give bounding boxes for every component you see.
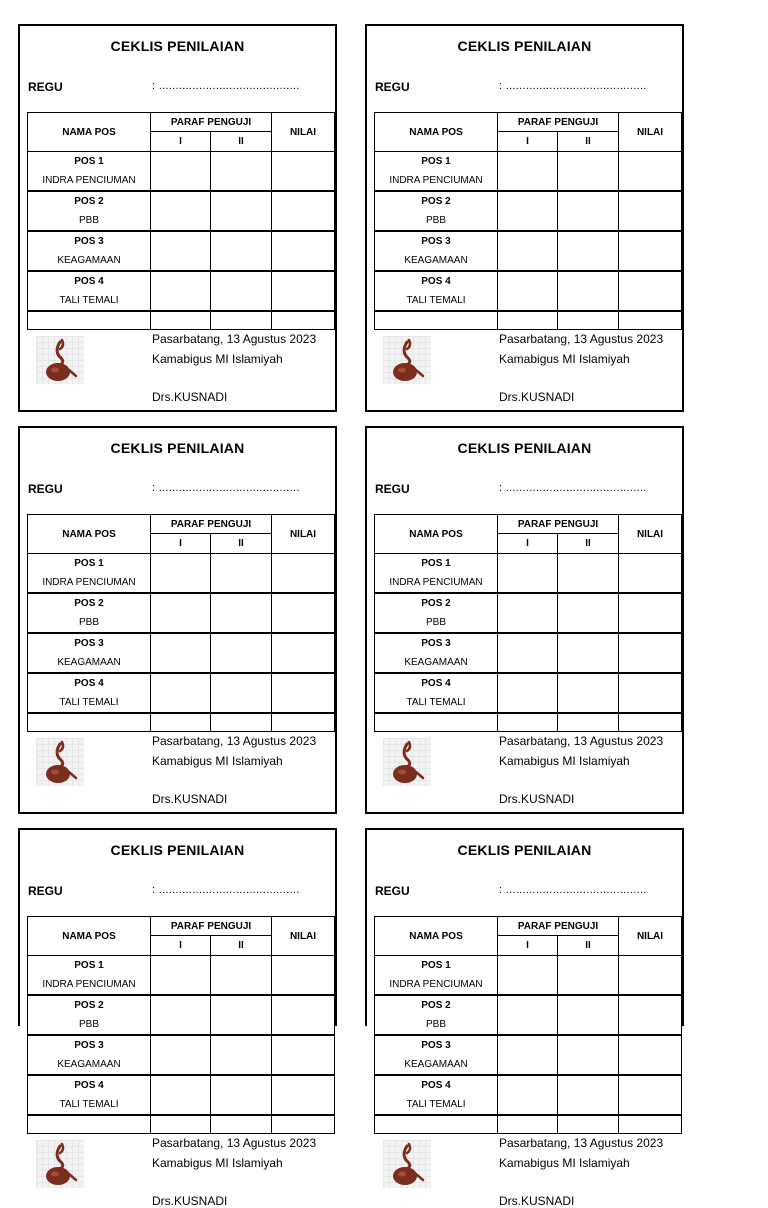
paraf-2-cell (211, 1035, 272, 1075)
paraf-2-cell (211, 593, 272, 633)
pos-name: POS 2 (375, 593, 498, 613)
pos-name: POS 1 (375, 956, 498, 976)
pos-description: KEAGAMAAN (375, 251, 498, 271)
pos-name: POS 4 (28, 673, 151, 693)
paraf-1-cell (151, 593, 211, 633)
checklist-card (18, 24, 337, 412)
table-row (375, 995, 682, 1015)
col-header-nilai: NILAI (619, 917, 682, 956)
nilai-cell (619, 554, 682, 594)
regu-label: REGU (28, 482, 63, 496)
pos-description: TALI TEMALI (28, 1095, 151, 1115)
paraf-1-cell (151, 956, 211, 996)
regu-label: REGU (28, 80, 63, 94)
nilai-cell (619, 995, 682, 1035)
paraf-2-cell (211, 673, 272, 713)
pos-description: KEAGAMAAN (28, 1055, 151, 1075)
nilai-cell (272, 231, 335, 271)
table-row (375, 152, 682, 172)
regu-label: REGU (28, 884, 63, 898)
nilai-cell (619, 633, 682, 673)
nilai-cell (619, 956, 682, 996)
signature-place-date: Pasarbatang, 13 Agustus 2023 (499, 734, 664, 748)
pos-name: POS 2 (28, 593, 151, 613)
table-row (375, 633, 682, 653)
nilai-cell (619, 231, 682, 271)
col-header-penguji-2: II (558, 936, 619, 956)
score-table (27, 514, 335, 732)
scout-emblem-icon (36, 336, 84, 384)
signature-place-date: Pasarbatang, 13 Agustus 2023 (499, 1136, 664, 1150)
col-header-nilai: NILAI (272, 917, 335, 956)
pos-description: INDRA PENCIUMAN (28, 171, 151, 191)
pos-description: PBB (375, 1015, 498, 1035)
pos-name: POS 2 (375, 191, 498, 211)
paraf-1-cell (498, 152, 558, 192)
table-row (375, 673, 682, 693)
signature-name: Drs.KUSNADI (152, 792, 228, 806)
table-row-empty (375, 311, 682, 330)
col-header-penguji-2: II (211, 132, 272, 152)
col-header-paraf-penguji: PARAF PENGUJI (498, 917, 619, 936)
table-row (28, 995, 335, 1015)
paraf-1-cell (498, 995, 558, 1035)
signature-place-date: Pasarbatang, 13 Agustus 2023 (499, 332, 664, 346)
nilai-cell (272, 956, 335, 996)
paraf-2-cell (558, 231, 619, 271)
pos-description: PBB (28, 613, 151, 633)
col-header-nama-pos: NAMA POS (28, 917, 151, 956)
paraf-1-cell (498, 1075, 558, 1115)
paraf-1-cell (498, 593, 558, 633)
paraf-2-cell (211, 152, 272, 192)
pos-description: INDRA PENCIUMAN (375, 975, 498, 995)
signature-role: Kamabigus MI Islamiyah (499, 754, 630, 768)
pos-description: PBB (375, 211, 498, 231)
score-table (27, 112, 335, 330)
table-row (375, 1075, 682, 1095)
paraf-2-cell (558, 1035, 619, 1075)
pos-description: KEAGAMAAN (375, 1055, 498, 1075)
paraf-2-cell (211, 633, 272, 673)
pos-description: KEAGAMAAN (375, 653, 498, 673)
table-row-empty (28, 1115, 335, 1134)
score-table (374, 112, 682, 330)
paraf-2-cell (558, 633, 619, 673)
pos-name: POS 4 (375, 673, 498, 693)
signature-place-date: Pasarbatang, 13 Agustus 2023 (152, 734, 317, 748)
card-title: CEKLIS PENILAIAN (110, 38, 245, 54)
nilai-cell (619, 152, 682, 192)
paraf-1-cell (151, 633, 211, 673)
signature-role: Kamabigus MI Islamiyah (499, 1156, 630, 1170)
pos-description: KEAGAMAAN (28, 251, 151, 271)
table-row (375, 554, 682, 574)
pos-description: TALI TEMALI (375, 693, 498, 713)
col-header-nama-pos: NAMA POS (28, 113, 151, 152)
table-row-empty (375, 1115, 682, 1134)
signature-place-date: Pasarbatang, 13 Agustus 2023 (152, 1136, 317, 1150)
pos-name: POS 3 (28, 633, 151, 653)
signature-role: Kamabigus MI Islamiyah (499, 352, 630, 366)
pos-name: POS 1 (28, 152, 151, 172)
table-row (28, 231, 335, 251)
paraf-2-cell (211, 995, 272, 1035)
pos-description: INDRA PENCIUMAN (28, 573, 151, 593)
paraf-2-cell (558, 271, 619, 311)
col-header-nama-pos: NAMA POS (375, 917, 498, 956)
card-title: CEKLIS PENILAIAN (110, 440, 245, 456)
col-header-penguji-1: I (498, 534, 558, 554)
paraf-1-cell (498, 633, 558, 673)
nilai-cell (619, 191, 682, 231)
signature-name: Drs.KUSNADI (499, 792, 575, 806)
col-header-nama-pos: NAMA POS (375, 515, 498, 554)
card-title: CEKLIS PENILAIAN (457, 440, 592, 456)
signature-place-date: Pasarbatang, 13 Agustus 2023 (152, 332, 317, 346)
pos-description: INDRA PENCIUMAN (375, 171, 498, 191)
paraf-2-cell (211, 956, 272, 996)
col-header-paraf-penguji: PARAF PENGUJI (151, 917, 272, 936)
paraf-1-cell (498, 271, 558, 311)
card-title: CEKLIS PENILAIAN (110, 842, 245, 858)
paraf-1-cell (498, 1035, 558, 1075)
table-row (375, 956, 682, 976)
nilai-cell (272, 673, 335, 713)
table-row (375, 191, 682, 211)
paraf-2-cell (558, 593, 619, 633)
pos-name: POS 3 (375, 231, 498, 251)
col-header-paraf-penguji: PARAF PENGUJI (151, 515, 272, 534)
regu-fill-line: : .......................................... (499, 80, 647, 92)
paraf-2-cell (558, 554, 619, 594)
paraf-2-cell (558, 191, 619, 231)
signature-name: Drs.KUSNADI (152, 1194, 228, 1208)
table-row (28, 271, 335, 291)
col-header-penguji-2: II (558, 132, 619, 152)
paraf-1-cell (498, 191, 558, 231)
paraf-1-cell (151, 231, 211, 271)
nilai-cell (619, 271, 682, 311)
pos-name: POS 3 (375, 1035, 498, 1055)
pos-description: INDRA PENCIUMAN (375, 573, 498, 593)
pos-name: POS 4 (375, 1075, 498, 1095)
table-row-empty (375, 713, 682, 732)
pos-description: PBB (375, 613, 498, 633)
table-row (28, 1075, 335, 1095)
col-header-paraf-penguji: PARAF PENGUJI (151, 113, 272, 132)
table-row (375, 231, 682, 251)
table-row (28, 152, 335, 172)
paraf-2-cell (558, 1075, 619, 1115)
pos-description: TALI TEMALI (375, 1095, 498, 1115)
scout-emblem-icon (383, 738, 431, 786)
pos-name: POS 4 (375, 271, 498, 291)
table-row (375, 271, 682, 291)
nilai-cell (619, 1035, 682, 1075)
pos-name: POS 4 (28, 271, 151, 291)
signature-role: Kamabigus MI Islamiyah (152, 754, 283, 768)
paraf-1-cell (498, 231, 558, 271)
regu-label: REGU (375, 80, 410, 94)
paraf-1-cell (151, 152, 211, 192)
col-header-penguji-1: I (498, 936, 558, 956)
table-row (28, 1035, 335, 1055)
scout-emblem-icon (383, 1140, 431, 1188)
signature-name: Drs.KUSNADI (499, 390, 575, 404)
pos-name: POS 2 (28, 995, 151, 1015)
paraf-2-cell (211, 231, 272, 271)
pos-description: PBB (28, 211, 151, 231)
table-row (28, 673, 335, 693)
paraf-1-cell (151, 995, 211, 1035)
col-header-penguji-1: I (151, 534, 211, 554)
pos-name: POS 3 (375, 633, 498, 653)
table-row-empty (28, 713, 335, 732)
col-header-paraf-penguji: PARAF PENGUJI (498, 113, 619, 132)
checklist-card (365, 24, 684, 412)
table-row-empty (28, 311, 335, 330)
regu-fill-line: : .......................................... (152, 80, 300, 92)
card-title: CEKLIS PENILAIAN (457, 842, 592, 858)
table-row (28, 593, 335, 613)
nilai-cell (619, 673, 682, 713)
paraf-2-cell (211, 191, 272, 231)
score-table (27, 916, 335, 1134)
pos-name: POS 1 (375, 152, 498, 172)
nilai-cell (619, 593, 682, 633)
regu-label: REGU (375, 884, 410, 898)
pos-name: POS 1 (28, 554, 151, 574)
col-header-penguji-1: I (151, 132, 211, 152)
paraf-2-cell (558, 956, 619, 996)
signature-name: Drs.KUSNADI (499, 1194, 575, 1208)
scout-emblem-icon (36, 1140, 84, 1188)
paraf-1-cell (151, 1075, 211, 1115)
col-header-penguji-1: I (151, 936, 211, 956)
pos-name: POS 4 (28, 1075, 151, 1095)
regu-label: REGU (375, 482, 410, 496)
paraf-2-cell (558, 995, 619, 1035)
paraf-1-cell (151, 1035, 211, 1075)
col-header-nilai: NILAI (619, 515, 682, 554)
nilai-cell (272, 152, 335, 192)
regu-fill-line: : .......................................... (499, 884, 647, 896)
checklist-card (365, 426, 684, 814)
nilai-cell (272, 593, 335, 633)
nilai-cell (272, 191, 335, 231)
paraf-2-cell (211, 271, 272, 311)
regu-fill-line: : .......................................... (152, 884, 300, 896)
col-header-penguji-2: II (211, 936, 272, 956)
nilai-cell (272, 633, 335, 673)
scout-emblem-icon (383, 336, 431, 384)
pos-description: TALI TEMALI (375, 291, 498, 311)
pos-name: POS 1 (28, 956, 151, 976)
table-row (28, 191, 335, 211)
nilai-cell (272, 1075, 335, 1115)
card-title: CEKLIS PENILAIAN (457, 38, 592, 54)
table-row (28, 633, 335, 653)
paraf-1-cell (151, 673, 211, 713)
table-row (375, 593, 682, 613)
col-header-nilai: NILAI (619, 113, 682, 152)
nilai-cell (272, 995, 335, 1035)
nilai-cell (272, 554, 335, 594)
regu-fill-line: : .......................................... (499, 482, 647, 494)
paraf-2-cell (558, 673, 619, 713)
col-header-nilai: NILAI (272, 515, 335, 554)
table-row (28, 956, 335, 976)
paraf-2-cell (211, 1075, 272, 1115)
pos-description: PBB (28, 1015, 151, 1035)
checklist-card (365, 828, 684, 1208)
paraf-1-cell (151, 191, 211, 231)
paraf-1-cell (498, 673, 558, 713)
pos-description: KEAGAMAAN (28, 653, 151, 673)
col-header-nama-pos: NAMA POS (375, 113, 498, 152)
table-row (375, 1035, 682, 1055)
table-row (28, 554, 335, 574)
pos-name: POS 1 (375, 554, 498, 574)
paraf-2-cell (558, 152, 619, 192)
paraf-1-cell (498, 956, 558, 996)
pos-name: POS 3 (28, 1035, 151, 1055)
col-header-penguji-2: II (211, 534, 272, 554)
regu-fill-line: : .......................................... (152, 482, 300, 494)
signature-name: Drs.KUSNADI (152, 390, 228, 404)
signature-role: Kamabigus MI Islamiyah (152, 352, 283, 366)
checklist-card (18, 426, 337, 814)
pos-description: INDRA PENCIUMAN (28, 975, 151, 995)
score-table (374, 916, 682, 1134)
signature-role: Kamabigus MI Islamiyah (152, 1156, 283, 1170)
paraf-1-cell (151, 554, 211, 594)
col-header-paraf-penguji: PARAF PENGUJI (498, 515, 619, 534)
score-table (374, 514, 682, 732)
paraf-1-cell (151, 271, 211, 311)
pos-name: POS 3 (28, 231, 151, 251)
col-header-nilai: NILAI (272, 113, 335, 152)
checklist-card (18, 828, 337, 1208)
pos-description: TALI TEMALI (28, 291, 151, 311)
paraf-2-cell (211, 554, 272, 594)
col-header-nama-pos: NAMA POS (28, 515, 151, 554)
pos-name: POS 2 (375, 995, 498, 1015)
scout-emblem-icon (36, 738, 84, 786)
nilai-cell (272, 1035, 335, 1075)
nilai-cell (619, 1075, 682, 1115)
paraf-1-cell (498, 554, 558, 594)
pos-name: POS 2 (28, 191, 151, 211)
pos-description: TALI TEMALI (28, 693, 151, 713)
col-header-penguji-1: I (498, 132, 558, 152)
nilai-cell (272, 271, 335, 311)
col-header-penguji-2: II (558, 534, 619, 554)
